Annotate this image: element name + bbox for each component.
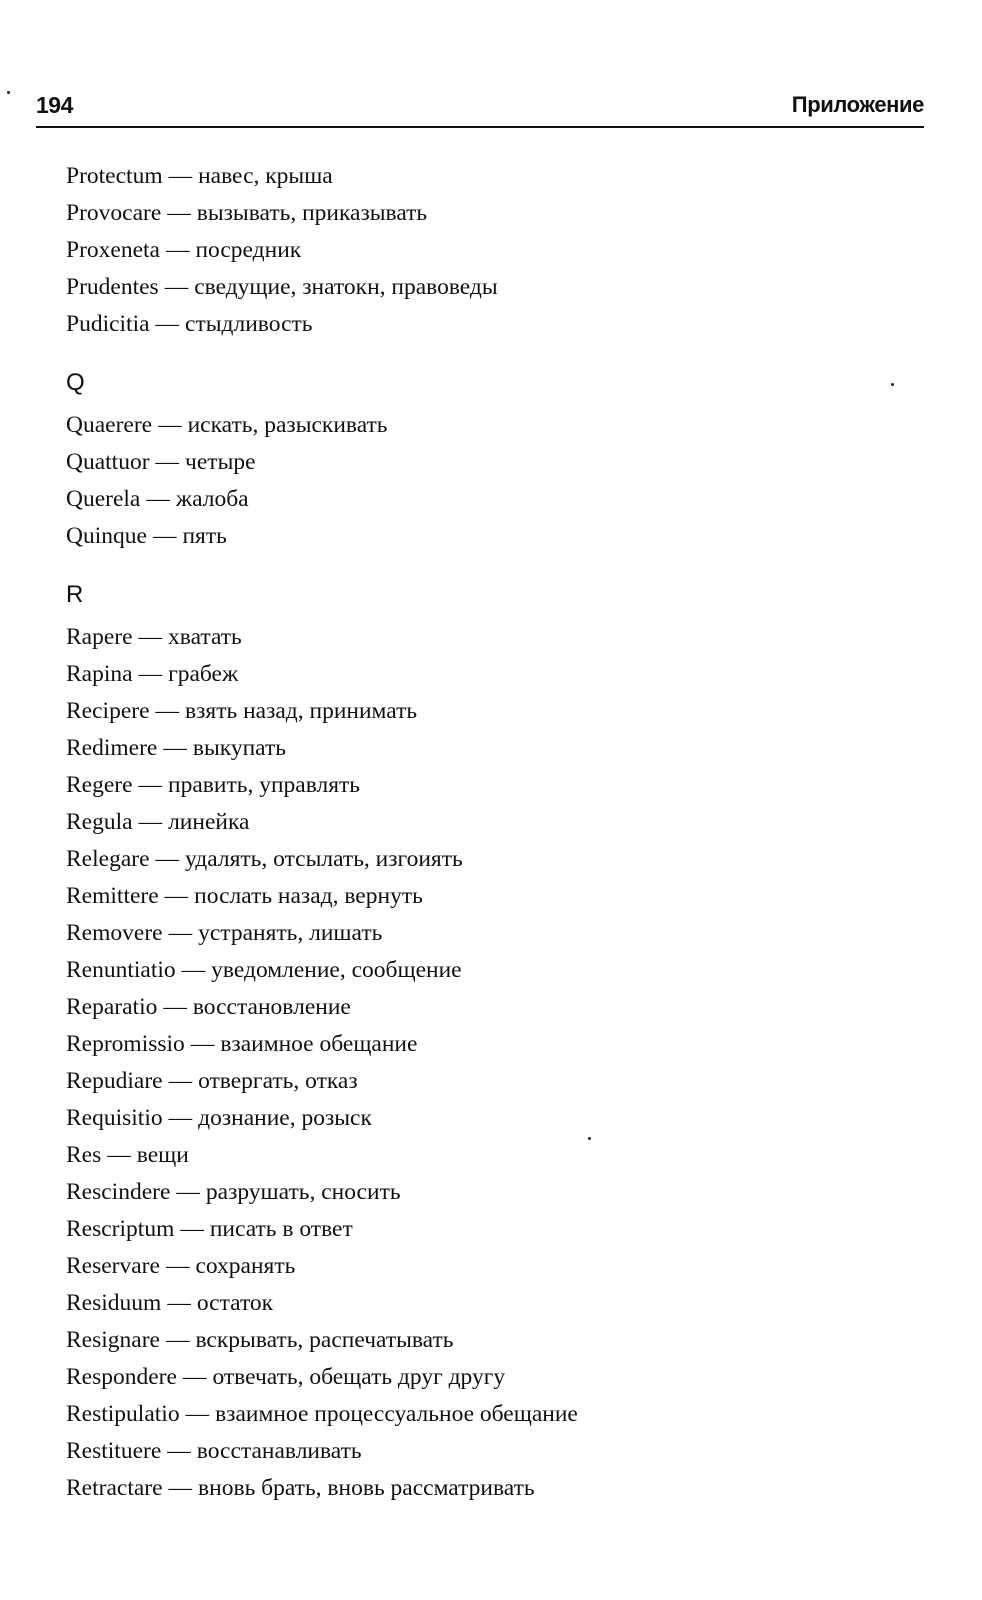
dash-separator: — (168, 1068, 193, 1094)
dash-separator: — (164, 274, 189, 300)
glossary-entry (66, 1174, 926, 1211)
latin-term: Restituere (66, 1438, 162, 1464)
glossary-section-p (66, 158, 926, 343)
latin-term: Recipere (66, 698, 150, 724)
glossary-entry (66, 1470, 926, 1507)
russian-translation: хватать (168, 624, 242, 650)
russian-translation: выкупать (192, 735, 286, 761)
glossary-entry (66, 158, 926, 195)
glossary-entry (66, 619, 926, 656)
glossary-entry (66, 878, 926, 915)
dash-separator: — (138, 772, 163, 798)
glossary-entry (66, 1248, 926, 1285)
russian-translation: грабеж (168, 661, 239, 687)
glossary-entry (66, 656, 926, 693)
dash-separator: — (167, 200, 191, 226)
latin-term: Restipulatio (66, 1401, 180, 1427)
scan-speck (588, 1137, 591, 1140)
dash-separator: — (107, 1142, 131, 1168)
page-header (36, 86, 924, 128)
glossary-entry (66, 444, 926, 481)
dash-separator: — (152, 523, 177, 549)
russian-translation: искать, разыскивать (187, 412, 388, 438)
russian-translation: сохранять (195, 1253, 296, 1279)
latin-term: Requisitio (66, 1105, 163, 1131)
dash-separator: — (155, 449, 180, 475)
latin-term: Retractare (66, 1475, 163, 1501)
latin-term: Remittere (66, 883, 159, 909)
russian-translation: сведущие, знатокн, правоведы (194, 274, 498, 300)
latin-term: Redimere (66, 735, 158, 761)
glossary-entry (66, 1285, 926, 1322)
scan-speck (7, 91, 10, 94)
glossary-list (66, 158, 926, 1507)
latin-term: Quinque (66, 523, 147, 549)
russian-translation: взаимное процессуальное обещание (215, 1401, 578, 1427)
dash-separator: — (155, 698, 180, 724)
dash-separator: — (165, 237, 190, 263)
dash-separator: — (181, 957, 206, 983)
glossary-entry (66, 989, 926, 1026)
glossary-entry (66, 481, 926, 518)
glossary-entry (66, 1137, 926, 1174)
latin-term: Rescriptum (66, 1216, 175, 1242)
latin-term: Regula (66, 809, 133, 835)
latin-term: Repudiare (66, 1068, 163, 1094)
russian-translation: навес, крыша (198, 163, 333, 189)
russian-translation: вновь брать, вновь рассматривать (198, 1475, 535, 1501)
latin-term: Protectum (66, 163, 163, 189)
dash-separator: — (138, 624, 163, 650)
glossary-entry (66, 1211, 926, 1248)
dash-separator: — (185, 1401, 210, 1427)
latin-term: Resignare (66, 1327, 160, 1353)
glossary-entry (66, 1396, 926, 1433)
dash-separator: — (168, 920, 193, 946)
dash-separator: — (155, 311, 180, 337)
russian-translation: уведомление, сообщение (211, 957, 462, 983)
latin-term: Renuntiatio (66, 957, 176, 983)
russian-translation: остаток (196, 1290, 274, 1316)
latin-term: Reparatio (66, 994, 158, 1020)
russian-translation: пять (182, 523, 227, 549)
scan-speck (891, 383, 894, 386)
glossary-entry (66, 1322, 926, 1359)
glossary-entry (66, 1359, 926, 1396)
latin-term: Pudicitia (66, 311, 150, 337)
dash-separator: — (146, 486, 170, 512)
dash-separator: — (167, 1290, 191, 1316)
glossary-entry (66, 767, 926, 804)
glossary-entry (66, 518, 926, 555)
dash-separator: — (158, 412, 182, 438)
glossary-entry (66, 693, 926, 730)
dash-separator: — (168, 1105, 193, 1131)
russian-translation: писать в ответ (209, 1216, 353, 1242)
latin-term: Removere (66, 920, 163, 946)
dash-separator: — (190, 1031, 215, 1057)
glossary-entry (66, 952, 926, 989)
russian-translation: вызывать, приказывать (196, 200, 428, 226)
russian-translation: устранять, лишать (198, 920, 383, 946)
dash-separator: — (138, 661, 163, 687)
dash-separator: — (168, 1475, 193, 1501)
dash-separator: — (163, 994, 187, 1020)
section-title: Приложение (791, 92, 924, 117)
dash-separator: — (176, 1179, 200, 1205)
latin-term: Quattuor (66, 449, 150, 475)
section-letter: R (66, 581, 84, 608)
glossary-entry (66, 195, 926, 232)
latin-term: Prudentes (66, 274, 159, 300)
latin-term: Rescindere (66, 1179, 171, 1205)
latin-term: Residuum (66, 1290, 162, 1316)
latin-term: Respondere (66, 1364, 177, 1390)
russian-translation: взаимное обещание (220, 1031, 418, 1057)
latin-term: Reservare (66, 1253, 160, 1279)
latin-term: Rapina (66, 661, 133, 687)
russian-translation: восстановление (192, 994, 351, 1020)
glossary-entry (66, 306, 926, 343)
glossary-entry (66, 232, 926, 269)
russian-translation: восстанавливать (196, 1438, 362, 1464)
glossary-entry (66, 1063, 926, 1100)
russian-translation: отвечать, обещать друг другу (212, 1364, 506, 1390)
glossary-section-q (66, 364, 926, 555)
page-number: 194 (36, 92, 73, 118)
glossary-entry (66, 1026, 926, 1063)
russian-translation: отвергать, отказ (198, 1068, 358, 1094)
glossary-entry (66, 730, 926, 767)
russian-translation: разрушать, сносить (205, 1179, 401, 1205)
dash-separator: — (167, 1438, 191, 1464)
russian-translation: послать назад, вернуть (194, 883, 423, 909)
dash-separator: — (165, 1327, 190, 1353)
russian-translation: посредник (195, 237, 302, 263)
glossary-entry (66, 269, 926, 306)
latin-term: Querela (66, 486, 141, 512)
glossary-entry (66, 1100, 926, 1137)
glossary-entry (66, 915, 926, 952)
glossary-section-r (66, 576, 926, 1507)
russian-translation: линейка (168, 809, 250, 835)
russian-translation: жалоба (175, 486, 249, 512)
latin-term: Rapere (66, 624, 133, 650)
russian-translation: удалять, отсылать, изгоиять (185, 846, 463, 872)
dash-separator: — (163, 735, 187, 761)
russian-translation: править, управлять (168, 772, 361, 798)
glossary-entry (66, 804, 926, 841)
dash-separator: — (168, 163, 193, 189)
latin-term: Res (66, 1142, 102, 1168)
russian-translation: стыдливость (185, 311, 313, 337)
russian-translation: вещи (136, 1142, 189, 1168)
russian-translation: взять назад, принимать (185, 698, 418, 724)
dash-separator: — (165, 1253, 190, 1279)
dash-separator: — (182, 1364, 207, 1390)
russian-translation: вскрывать, распечатывать (195, 1327, 454, 1353)
dash-separator: — (138, 809, 163, 835)
latin-term: Provocare (66, 200, 162, 226)
glossary-entry (66, 841, 926, 878)
dash-separator: — (180, 1216, 204, 1242)
latin-term: Proxeneta (66, 237, 160, 263)
section-letter: Q (66, 369, 85, 396)
glossary-entry (66, 1433, 926, 1470)
russian-translation: дознание, розыск (198, 1105, 372, 1131)
glossary-entry (66, 407, 926, 444)
russian-translation: четыре (185, 449, 256, 475)
dash-separator: — (164, 883, 189, 909)
latin-term: Quaerere (66, 412, 153, 438)
dash-separator: — (155, 846, 180, 872)
latin-term: Regere (66, 772, 133, 798)
latin-term: Relegare (66, 846, 150, 872)
latin-term: Repromissio (66, 1031, 185, 1057)
